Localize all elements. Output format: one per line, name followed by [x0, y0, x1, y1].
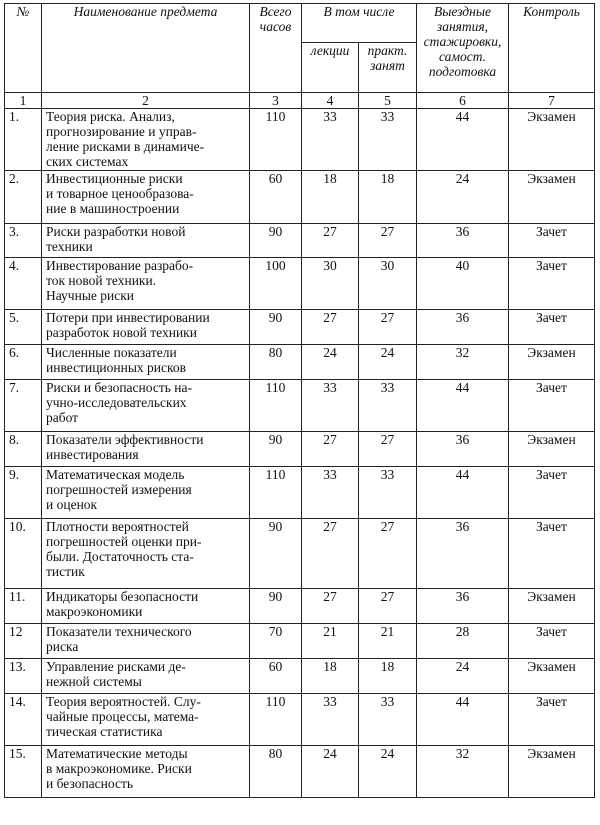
subject-name: Показатели технического риска	[42, 624, 250, 659]
column-number: 7	[509, 93, 595, 109]
field-hours: 28	[417, 624, 509, 659]
row-number: 6.	[5, 345, 42, 380]
lecture-hours: 27	[302, 589, 359, 624]
table-row	[5, 467, 595, 519]
practice-hours: 18	[359, 171, 417, 224]
total-hours: 90	[250, 432, 302, 467]
control-type: Экзамен	[509, 746, 595, 798]
field-hours: 24	[417, 659, 509, 694]
header-lectures: лекции	[302, 43, 359, 93]
table-row	[5, 224, 595, 258]
total-hours: 70	[250, 624, 302, 659]
practice-hours: 33	[359, 694, 417, 746]
column-number: 5	[359, 93, 417, 109]
row-number: 9.	[5, 467, 42, 519]
lecture-hours: 27	[302, 310, 359, 345]
control-type: Экзамен	[509, 171, 595, 224]
total-hours: 90	[250, 310, 302, 345]
table-body	[5, 109, 595, 798]
subject-name: Инвестиционные риски и товарное ценообразова- ние в машиностроении	[42, 171, 250, 224]
lecture-hours: 33	[302, 467, 359, 519]
table-row	[5, 659, 595, 694]
lecture-hours: 24	[302, 345, 359, 380]
control-type: Экзамен	[509, 432, 595, 467]
control-type: Экзамен	[509, 345, 595, 380]
row-number: 13.	[5, 659, 42, 694]
header-practice: практ. занят	[359, 43, 417, 93]
column-number-row	[5, 93, 595, 109]
subject-name: Потери при инвестировании разработок новой техники	[42, 310, 250, 345]
row-number: 14.	[5, 694, 42, 746]
control-type: Зачет	[509, 694, 595, 746]
control-type: Зачет	[509, 310, 595, 345]
total-hours: 80	[250, 746, 302, 798]
control-type: Зачет	[509, 380, 595, 432]
total-hours: 90	[250, 519, 302, 589]
total-hours: 110	[250, 109, 302, 171]
subject-name: Численные показатели инвестиционных рисков	[42, 345, 250, 380]
row-number: 1.	[5, 109, 42, 171]
lecture-hours: 33	[302, 380, 359, 432]
practice-hours: 33	[359, 109, 417, 171]
table-row	[5, 109, 595, 171]
subject-name: Риски разработки новой техники	[42, 224, 250, 258]
practice-hours: 27	[359, 432, 417, 467]
total-hours: 110	[250, 467, 302, 519]
subject-name: Плотности вероятностей погрешностей оценки при- были. Достаточность ста- тистик	[42, 519, 250, 589]
header-subject-name: Наименование предмета	[42, 4, 250, 93]
total-hours: 90	[250, 224, 302, 258]
subject-name: Инвестирование разрабо- ток новой техники. Научные риски	[42, 258, 250, 310]
lecture-hours: 27	[302, 224, 359, 258]
column-number: 6	[417, 93, 509, 109]
column-number: 2	[42, 93, 250, 109]
table-row	[5, 171, 595, 224]
table-row	[5, 519, 595, 589]
control-type: Зачет	[509, 467, 595, 519]
practice-hours: 27	[359, 224, 417, 258]
header-total-hours: Всего часов	[250, 4, 302, 93]
header-including: В том числе	[302, 4, 417, 43]
row-number: 15.	[5, 746, 42, 798]
field-hours: 44	[417, 467, 509, 519]
field-hours: 44	[417, 694, 509, 746]
row-number: 7.	[5, 380, 42, 432]
lecture-hours: 30	[302, 258, 359, 310]
subject-name: Теория вероятностей. Слу- чайные процессы, матема- тическая статистика	[42, 694, 250, 746]
row-number: 5.	[5, 310, 42, 345]
table-row	[5, 746, 595, 798]
control-type: Экзамен	[509, 659, 595, 694]
table-row	[5, 624, 595, 659]
practice-hours: 27	[359, 519, 417, 589]
table-row	[5, 345, 595, 380]
subject-name: Управление рисками де- нежной системы	[42, 659, 250, 694]
lecture-hours: 18	[302, 171, 359, 224]
header-control: Контроль	[509, 4, 595, 93]
subject-name: Математическая модель погрешностей измерения и оценок	[42, 467, 250, 519]
header-number: №	[5, 4, 42, 93]
field-hours: 32	[417, 345, 509, 380]
lecture-hours: 24	[302, 746, 359, 798]
total-hours: 80	[250, 345, 302, 380]
total-hours: 110	[250, 380, 302, 432]
row-number: 12	[5, 624, 42, 659]
subject-name: Показатели эффективности инвестирования	[42, 432, 250, 467]
table-row	[5, 310, 595, 345]
control-type: Экзамен	[509, 109, 595, 171]
column-number: 3	[250, 93, 302, 109]
column-number: 4	[302, 93, 359, 109]
control-type: Зачет	[509, 258, 595, 310]
practice-hours: 24	[359, 345, 417, 380]
table-row	[5, 380, 595, 432]
practice-hours: 27	[359, 589, 417, 624]
lecture-hours: 33	[302, 109, 359, 171]
row-number: 3.	[5, 224, 42, 258]
practice-hours: 30	[359, 258, 417, 310]
control-type: Зачет	[509, 224, 595, 258]
subject-name: Риски и безопасность на- учно-исследовательских работ	[42, 380, 250, 432]
total-hours: 110	[250, 694, 302, 746]
row-number: 2.	[5, 171, 42, 224]
total-hours: 90	[250, 589, 302, 624]
row-number: 8.	[5, 432, 42, 467]
row-number: 10.	[5, 519, 42, 589]
practice-hours: 33	[359, 380, 417, 432]
practice-hours: 24	[359, 746, 417, 798]
table-header	[5, 4, 595, 109]
subject-name: Индикаторы безопасности макроэкономики	[42, 589, 250, 624]
total-hours: 60	[250, 659, 302, 694]
control-type: Зачет	[509, 519, 595, 589]
column-number: 1	[5, 93, 42, 109]
header-field-sessions: Выездные занятия, стажировки, самост. подготовка	[417, 4, 509, 93]
row-number: 11.	[5, 589, 42, 624]
row-number: 4.	[5, 258, 42, 310]
field-hours: 44	[417, 109, 509, 171]
control-type: Зачет	[509, 624, 595, 659]
field-hours: 36	[417, 519, 509, 589]
practice-hours: 18	[359, 659, 417, 694]
lecture-hours: 33	[302, 694, 359, 746]
practice-hours: 33	[359, 467, 417, 519]
lecture-hours: 27	[302, 519, 359, 589]
field-hours: 36	[417, 589, 509, 624]
field-hours: 36	[417, 432, 509, 467]
total-hours: 60	[250, 171, 302, 224]
field-hours: 36	[417, 310, 509, 345]
lecture-hours: 21	[302, 624, 359, 659]
practice-hours: 21	[359, 624, 417, 659]
control-type: Экзамен	[509, 589, 595, 624]
field-hours: 36	[417, 224, 509, 258]
field-hours: 32	[417, 746, 509, 798]
table-row	[5, 589, 595, 624]
total-hours: 100	[250, 258, 302, 310]
practice-hours: 27	[359, 310, 417, 345]
table-row	[5, 694, 595, 746]
lecture-hours: 18	[302, 659, 359, 694]
table-row	[5, 432, 595, 467]
curriculum-table	[4, 3, 595, 798]
subject-name: Математические методы в макроэкономике. Риски и безопасность	[42, 746, 250, 798]
table-row	[5, 258, 595, 310]
field-hours: 44	[417, 380, 509, 432]
field-hours: 24	[417, 171, 509, 224]
field-hours: 40	[417, 258, 509, 310]
lecture-hours: 27	[302, 432, 359, 467]
subject-name: Теория риска. Анализ, прогнозирование и управ- ление рисками в динамиче- ских системах	[42, 109, 250, 171]
